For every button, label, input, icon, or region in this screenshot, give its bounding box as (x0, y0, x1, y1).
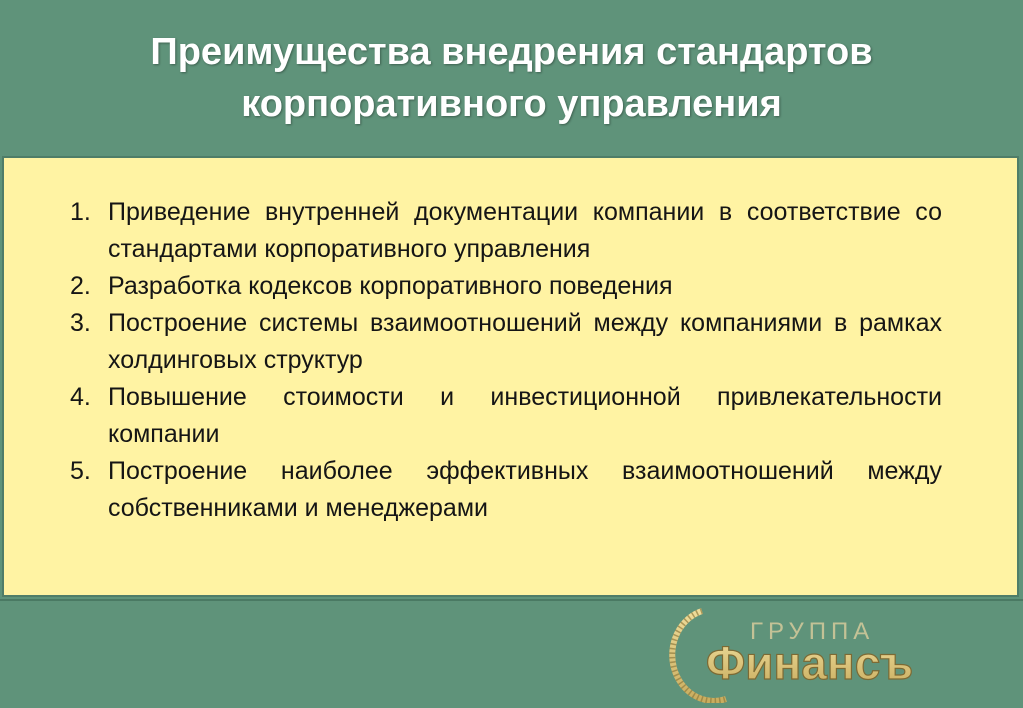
list-item-text: Построение системы взаимоотношений между компаниями в рамках холдинговых структур (108, 309, 942, 374)
logo-group-label: ГРУППА (750, 618, 875, 645)
list-item-text: Приведение внутренней документации компании в соответствие со стандартами корпоративного управления (108, 198, 942, 263)
list-item (70, 379, 942, 453)
list-item-text: Построение наиболее эффективных взаимоотношений между собственниками и менеджерами (108, 457, 942, 522)
list-item-number: 5. (70, 457, 91, 485)
title-line-1: Преимущества внедрения стандартов (150, 31, 873, 73)
advantages-list (70, 194, 942, 527)
list-item-number: 3. (70, 309, 91, 337)
content-panel (2, 156, 1019, 597)
list-item-number: 4. (70, 383, 91, 411)
list-item-text: Повышение стоимости и инвестиционной привлекательности компании (108, 383, 942, 448)
list-item (70, 268, 942, 305)
list-item (70, 453, 942, 527)
list-item-text: Разработка кодексов корпоративного поведения (108, 272, 673, 300)
list-item-number: 2. (70, 272, 91, 300)
list-item (70, 194, 942, 268)
slide-footer (0, 599, 1023, 708)
slide-header (0, 0, 1023, 156)
list-item (70, 305, 942, 379)
list-item-number: 1. (70, 198, 91, 226)
slide-title (62, 26, 962, 130)
title-line-2: корпоративного управления (241, 83, 782, 125)
logo-brand-name: Финансъ (706, 637, 914, 689)
company-logo (668, 607, 958, 703)
